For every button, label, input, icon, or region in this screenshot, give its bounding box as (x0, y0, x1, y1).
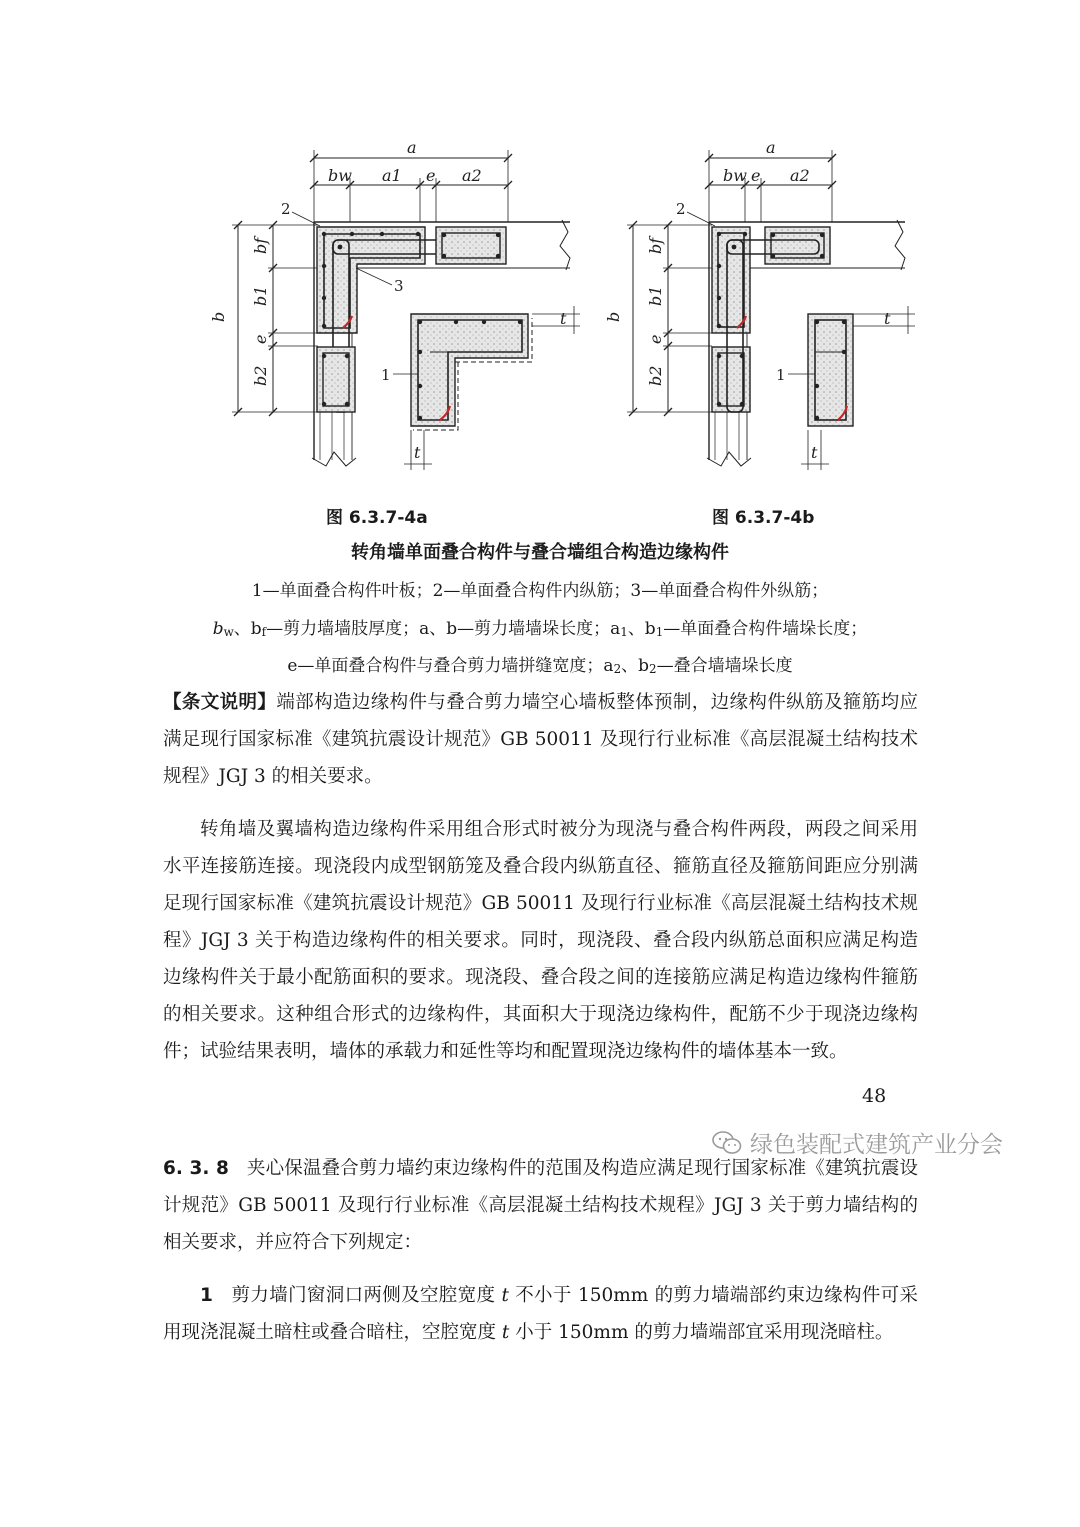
callout-1-b: 1 (776, 366, 786, 384)
dim-t-right: t (560, 309, 567, 328)
paragraph-2-text: 转角墙及翼墙构造边缘构件采用组合形式时被分为现浇与叠合构件两段，两段之间采用水平连接筋连接。现浇段内成型钢筋笼及叠合段内纵筋直径、箍筋直径及箍筋间距应分别满足现行国家标准《建筑抗震设计规范》GB 50011 及现行行业标准《高层混凝土结构技术规程》JGJ 3 关于构造边缘构件的相关要求。同时，现浇段、叠合段内纵筋总面积应满足构造边缘构件关于最小配筋面积的要求。现浇段、叠合段之间的连接筋应满足构造边缘构件箍筋的相关要求。这种组合形式的边缘构件，其面积大于现浇边缘构件，配筋不少于现浇边缘构件；试验结果表明，墙体的承载力和延性等均和配置现浇边缘构件的墙体基本一致。 (163, 819, 918, 1062)
clause-text: 夹心保温叠合剪力墙约束边缘构件的范围及构造应满足现行国家标准《建筑抗震设计规范》GB 50011 及现行行业标准《高层混凝土结构技术规程》JGJ 3 关于剪力墙结构的相关要求，并应符合下列规定： (163, 1158, 918, 1253)
figure-caption-title: 转角墙单面叠合构件与叠合墙组合构造边缘构件 (351, 542, 729, 563)
dim-b2-b: b2 (646, 365, 665, 386)
dim-e-v-b: e (646, 334, 665, 344)
legend-3a: e—单面叠合构件与叠合剪力墙拼缝宽度；a (287, 656, 614, 676)
note-text: 端部构造边缘构件与叠合剪力墙空心墙板整体预制，边缘构件纵筋及箍筋均应满足现行国家标准《建筑抗震设计规范》GB 50011 及现行行业标准《高层混凝土结构技术规程》JGJ 3 的相关要求。 (163, 692, 918, 787)
note-label: 【条文说明】 (163, 692, 277, 713)
sym-sub-1b: 1 (655, 625, 664, 639)
callout-2: 2 (281, 200, 291, 218)
clause-number: 6. 3. 8 (163, 1158, 229, 1179)
legend-2e: —单面叠合构件墙垛长度； (663, 619, 868, 639)
dim-a: a (407, 138, 417, 157)
dim-t-right-b: t (884, 309, 891, 328)
watermark (712, 1126, 1003, 1159)
wechat-icon (712, 1130, 742, 1156)
page-number: 48 (862, 1085, 887, 1107)
item-1-text-a: 剪力墙门窗洞口两侧及空腔宽度 (231, 1285, 502, 1306)
figure-a-dims (209, 138, 567, 462)
dim-t-bottom-b: t (811, 443, 818, 462)
dim-bf: bf (251, 237, 270, 254)
item-1-t1: t (501, 1285, 509, 1306)
dim-e-v: e (251, 334, 270, 344)
legend-line-3 (0, 651, 1080, 676)
sym-sub-f: f (261, 625, 267, 639)
dim-b-b: b (604, 311, 623, 322)
item-1-t2: t (501, 1322, 510, 1343)
sym-sub-2a: 2 (613, 662, 622, 676)
dim-t-bottom: t (414, 443, 421, 462)
legend-3c: —叠合墙墙垛长度 (656, 656, 793, 676)
item-1-text-c: 小于 150mm 的剪力墙端部宜采用现浇暗柱。 (509, 1322, 894, 1343)
sym-sub-2b: 2 (649, 662, 657, 676)
item-1-number: 1 (200, 1285, 213, 1306)
legend-2d: 、b (627, 619, 656, 639)
dim-e-b: e (751, 166, 761, 185)
dim-bw: bw (328, 166, 352, 185)
dim-a1: a1 (382, 166, 402, 185)
sym-b: b (212, 619, 224, 639)
clause-6-3-8 (163, 1150, 918, 1261)
figure-b-label: 图 6.3.7-4b (712, 508, 815, 528)
watermark-text: 绿色装配式建筑产业分会 (750, 1132, 1003, 1158)
dim-bf-b: bf (646, 237, 665, 254)
item-1-text-b: 不小于 150mm 的剪力墙端部约束边缘构件可采用现浇混凝土暗柱或叠合暗柱，空腔宽度 (163, 1285, 918, 1343)
dim-a2-b: a2 (790, 166, 810, 185)
dim-a-b: a (766, 138, 776, 157)
dim-a2: a2 (462, 166, 482, 185)
dim-b2: b2 (251, 365, 270, 386)
figures (0, 0, 1080, 560)
paragraph-2 (163, 811, 918, 1070)
dim-b1: b1 (251, 285, 270, 306)
dim-bw-b: bw (723, 166, 747, 185)
sym-sub-1a: 1 (620, 625, 628, 639)
item-1 (163, 1277, 918, 1351)
legend-2c: —剪力墙墙肢厚度；a、b—剪力墙墙垛长度；a (266, 619, 621, 639)
legend-line-2 (0, 614, 1080, 639)
article-note (163, 684, 918, 795)
legend-2b: 、b (233, 619, 262, 639)
dim-b1-b: b1 (646, 285, 665, 306)
legend-line-1: 1—单面叠合构件叶板；2—单面叠合构件内纵筋；3—单面叠合构件外纵筋； (251, 581, 829, 601)
figure-b-drawing (627, 150, 915, 470)
dim-e: e (426, 166, 436, 185)
legend-3b: 、b (621, 656, 650, 676)
sym-sub-w: w (223, 625, 234, 639)
callout-2-b: 2 (676, 200, 686, 218)
figure-a-label: 图 6.3.7-4a (326, 508, 428, 528)
figure-a-drawing (232, 150, 580, 470)
callout-3: 3 (394, 277, 404, 295)
dim-b: b (209, 311, 228, 322)
callout-1: 1 (381, 366, 391, 384)
